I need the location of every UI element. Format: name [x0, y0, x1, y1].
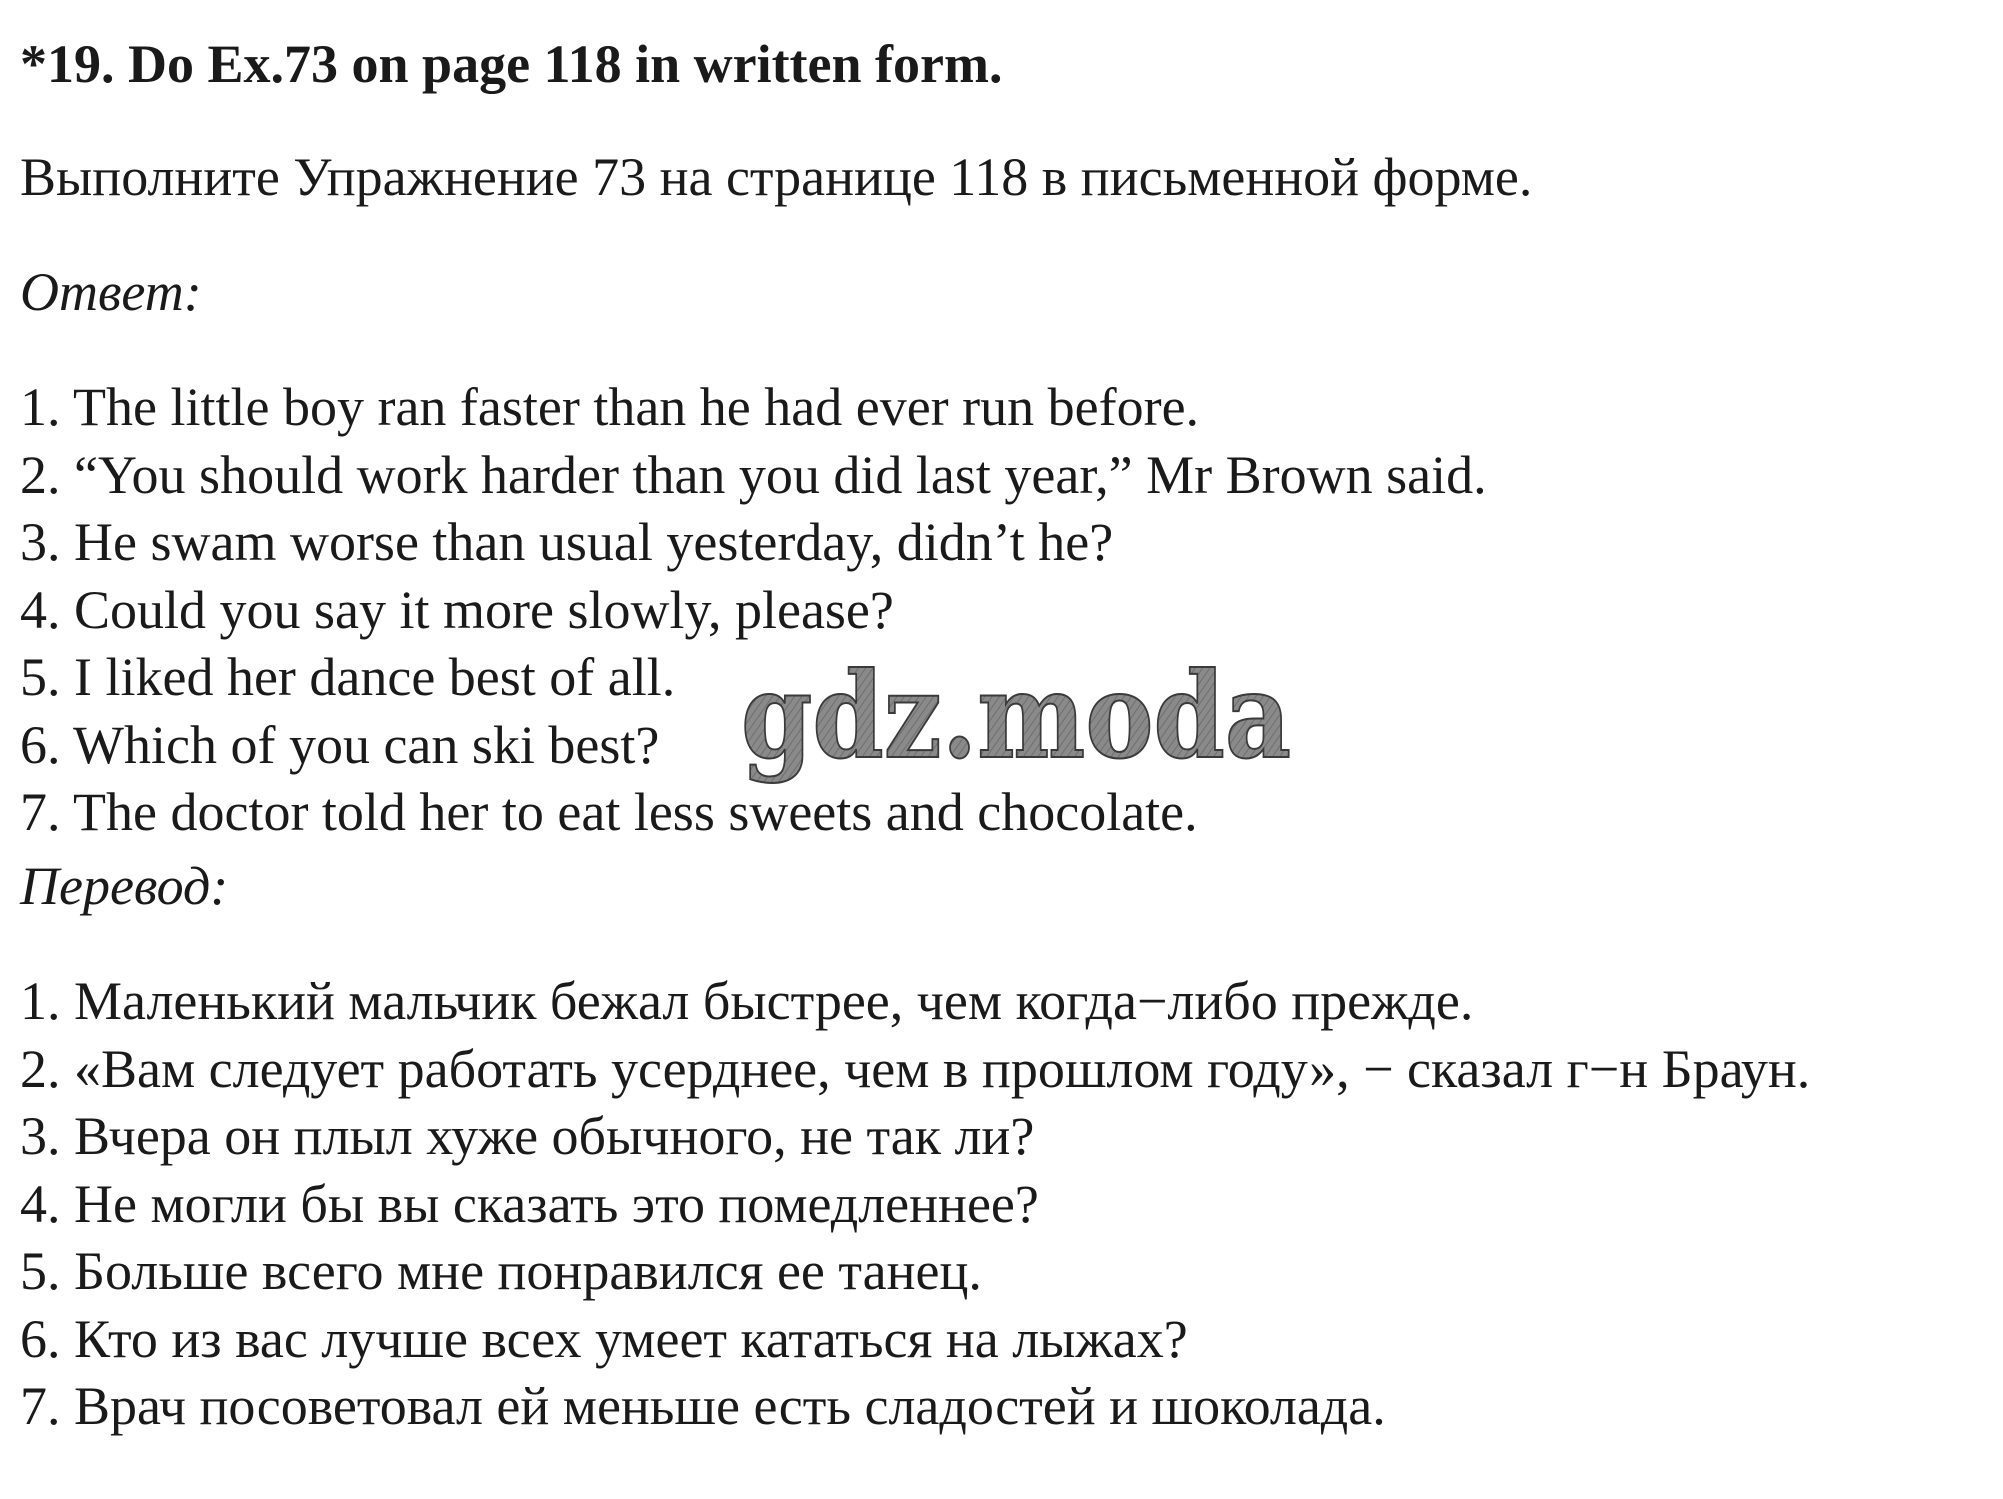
translation-item-4: 4. Не могли бы вы сказать это помедленнее? [20, 1173, 1039, 1234]
answer-item-1: 1. The little boy ran faster than he had ever run before. [20, 377, 1200, 437]
translation-item-5: 5. Больше всего мне понравился ее танец. [20, 1241, 982, 1301]
answer-item-5: 5. I liked her dance best of all. [20, 647, 676, 707]
translation-item-3: 3. Вчера он плыл хуже обычного, не так ли? [20, 1106, 1035, 1166]
watermark-logo [735, 646, 1300, 795]
answer-item-4: 4. Could you say it more slowly, please? [20, 579, 894, 640]
translation-item-7: 7. Врач посоветовал ей меньше есть сладостей и шоколада. [20, 1376, 1386, 1436]
answer-item-6: 6. Which of you can ski best? [20, 714, 660, 775]
exercise-instruction-ru: Выполните Упражнение 73 на странице 118 в письменной форме. [20, 147, 1533, 207]
exercise-title: *19. Do Ex.73 on page 118 in written form. [20, 34, 1003, 94]
answer-item-7: 7. The doctor told her to eat less sweets and chocolate. [20, 782, 1198, 842]
answer-heading: Ответ: [20, 262, 202, 322]
answer-item-3: 3. He swam worse than usual yesterday, didn’t he? [20, 512, 1114, 572]
translation-item-6: 6. Кто из вас лучше всех умеет кататься на лыжах? [20, 1308, 1188, 1369]
translation-heading: Перевод: [20, 856, 229, 916]
answer-item-2: 2. “You should work harder than you did last year,” Mr Brown said. [20, 444, 1487, 505]
translation-item-2: 2. «Вам следует работать усерднее, чем в прошлом году», − сказал г−н Браун. [20, 1038, 1811, 1099]
translation-list [20, 968, 1810, 1441]
watermark-text: gdz.moda [741, 646, 1291, 785]
translation-item-1: 1. Маленький мальчик бежал быстрее, чем когда−либо прежде. [20, 971, 1474, 1031]
watermark-svg [735, 646, 1300, 795]
